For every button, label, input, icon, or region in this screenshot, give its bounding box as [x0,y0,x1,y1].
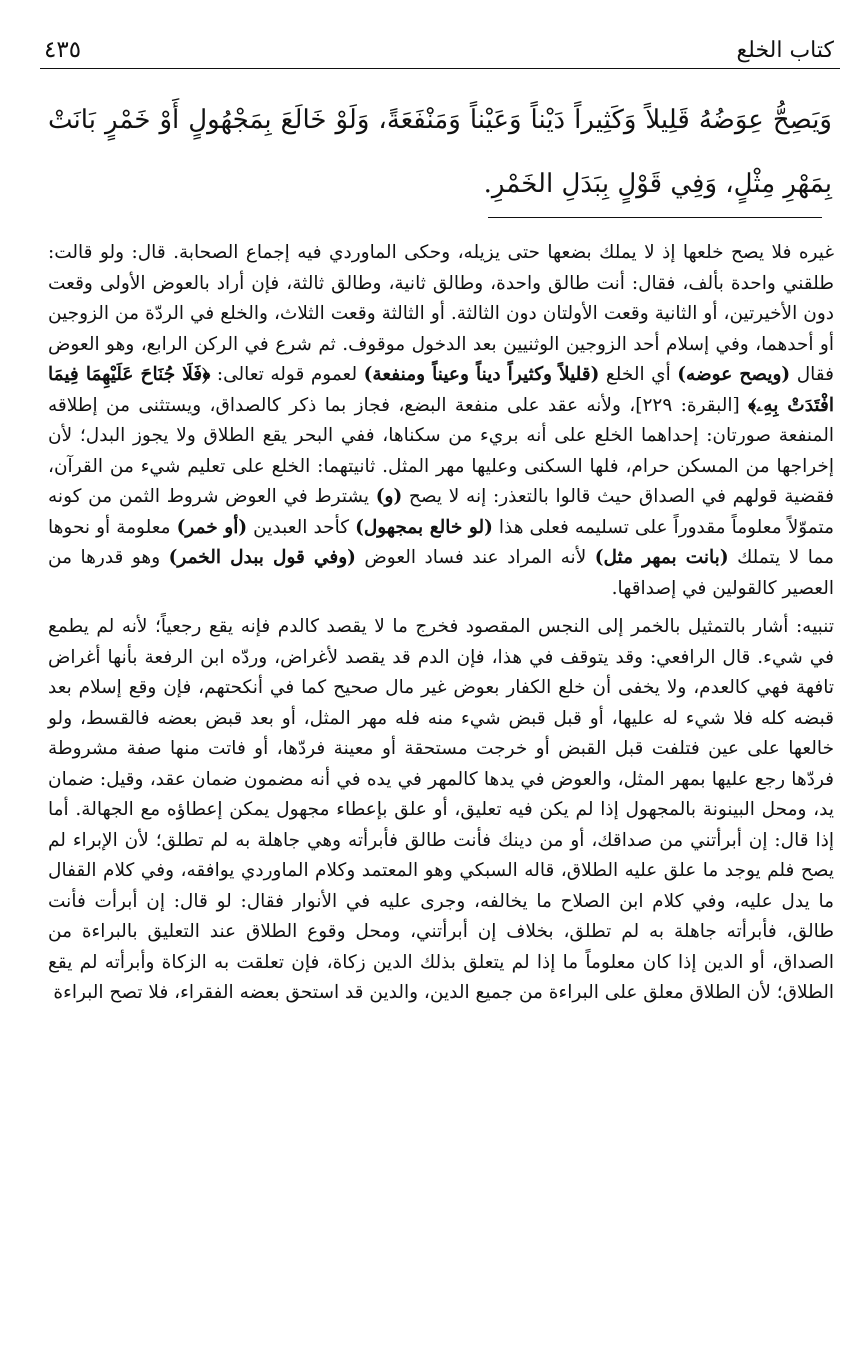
commentary-paragraph-1 [48,238,834,604]
commentary-text: أي الخلع [599,364,678,385]
commentary-text: [البقرة: ٢٢٩]، ولأنه عقد على منفعة البضع، فجاز بما ذكر كالصداق، ويستثنى من إطلاقه المنفعة صورتان: إحداهما الخلع على أنه بريء من سكناها، ففي البحر يقع الطلاق ولا يجوز البدل؛ لأن إخراجها من المسكن حرام، فلها السكنى وعليها مهر المثل. ثانيتهما: الخلع على تعليم شيء من القرآن، فقضية قولهم في الصداق حيث قالوا بالتعذر: إنه لا يصح [48,394,834,507]
quran-verse: ﴿فَلَا جُنَاحَ عَلَيْهِمَا فِيمَا افْتَدَتْ بِهِۦ﴾ [48,364,834,416]
commentary-paragraph-2: تنبيه: أشار بالتمثيل بالخمر إلى النجس المقصود فخرج ما لا يقصد كالدم فإنه يقع رجعياً؛ لأنه لم يطمع في شيء. قال الرافعي: وقد يتوقف في هذا، فإن الدم قد يقصد لأغراض، وردّه ابن الرفعة بأنها أغراض تافهة فهي كالعدم، ولا يخفى أن خلع الكفار بعوض غير مال صحيح كما في أنكحتهم، فإن وقع إسلام بعد قبضه كله فلا شيء له عليها، أو قبل قبض شيء منه فله مهر المثل، أو بعد قبض بعضه فالقسط، ولو خالعها على عين فتلفت قبل القبض أو خرجت مستحقة أو معينة فردّها، أو فاتت منها صفة مشروطة فردّها رجع عليها بمهر المثل، والعوض في يدها كالمهر في يده في أنه مضمون ضمان عقد، وقيل: ضمان يد، ومحل البينونة بالمجهول إذا لم يكن فيه تعليق، أو علق بإعطاء مجهول يمكن إعطاؤه مع الجهالة. أما إذا قال: إن أبرأتني من صداقك، أو من دينك فأنت طالق فأبرأته وهي جاهلة به لم تطلق؛ لأن الإبراء لم يصح فلم يوجد ما علق عليه الطلاق، قاله السبكي وهو المعتمد وكلام الماوردي يوافقه، وفي كلام القفال ما يدل عليه، وفي كلام ابن الصلاح ما يخالفه، وجرى عليه في الأنوار فقال: لو قال: إن أبرأت فأنت طالق، فأبرأته جاهلة به لم تطلق، بخلاف إن أبرأتني، ومحل وقوع الطلاق عند التعليق بالبراءة من الصداق، أو الدين إذا كان معلوماً ما إذا لم يتعلق بذلك الدين زكاة، فإن تعلقت به الزكاة وأبرأته لم يقع الطلاق؛ لأن الطلاق معلق على البراءة من جميع الدين، والدين قد استحق بعضه الفقراء، فلا تصح البراءة [48,616,834,1003]
commentary-text: كأحد العبدين [247,516,356,538]
quoted-matn: (بانت بمهر مثل) [594,547,729,568]
commentary-text: وهو قدرها من العصير كالقولين في إصداقها. [48,547,834,599]
quoted-matn: (لو خالع بمجهول) [355,516,493,538]
quoted-matn: (وفي قول ببدل الخمر) [168,547,356,568]
commentary-text: معلومة أو نحوها مما لا يتملك [48,516,835,568]
quoted-matn: (قليلاً وكثيراً ديناً وعيناً ومنفعة) [363,364,600,385]
page-number: ٤٣٥ [44,37,82,63]
quoted-matn: (و) [375,486,403,507]
main-text-line-2: مِثْلٍ، وَفِي قَوْلٍ بِبَدَلِ الخَمْرِ. [483,169,776,199]
quoted-matn: (ويصح عوضه) [677,364,791,385]
running-title: كتاب الخلع [736,37,834,63]
commentary-text: لأنه المراد عند فساد العوض [355,547,595,568]
commentary-text: لعموم قوله تعالى: [210,364,364,385]
main-text-line-1: وَيَصِحُّ عِوَضُهُ قَلِيلاً وَكَثِيراً دَيْناً وَعَيْناً وَمَنْفَعَةً، وَلَوْ خَالَعَ بِمَجْهُولٍ أَوْ خَمْرٍ بَانَتْ بِمَهْرِ [48,105,832,199]
quoted-matn: (أو خمر) [176,516,248,538]
footnote-divider [488,217,822,218]
header-rule [40,68,840,69]
commentary [48,238,834,1009]
commentary-text: يشترط في العوض شروط الثمن من كونه متموّلاً معلوماً مقدوراً على تسليمه فعلى هذا [48,486,834,538]
commentary-text: غيره فلا يصح خلعها إذ لا يملك بضعها حتى يزيله، وحكى الماوردي فيه إجماع الصحابة. قال: ولو قالت: طلقني واحدة بألف، فقال: أنت طالق واحدة، وطالق ثانية، وطالق ثالثة، فإن أراد بالعوض الأولى وقعت دون الأخيرتين، أو الثانية وقعت الأولتان دون الثالثة. أو الثالثة وقعت الثلاث، والخلع في الردّة من الزوجين أو أحدهما، وفي إسلام أحد الزوجين الوثنيين بعد الدخول موقوف. ثم شرع في الركن الرابع، وهو العوض فقال [48,242,834,385]
main-text [48,88,832,216]
page-header [44,30,834,70]
